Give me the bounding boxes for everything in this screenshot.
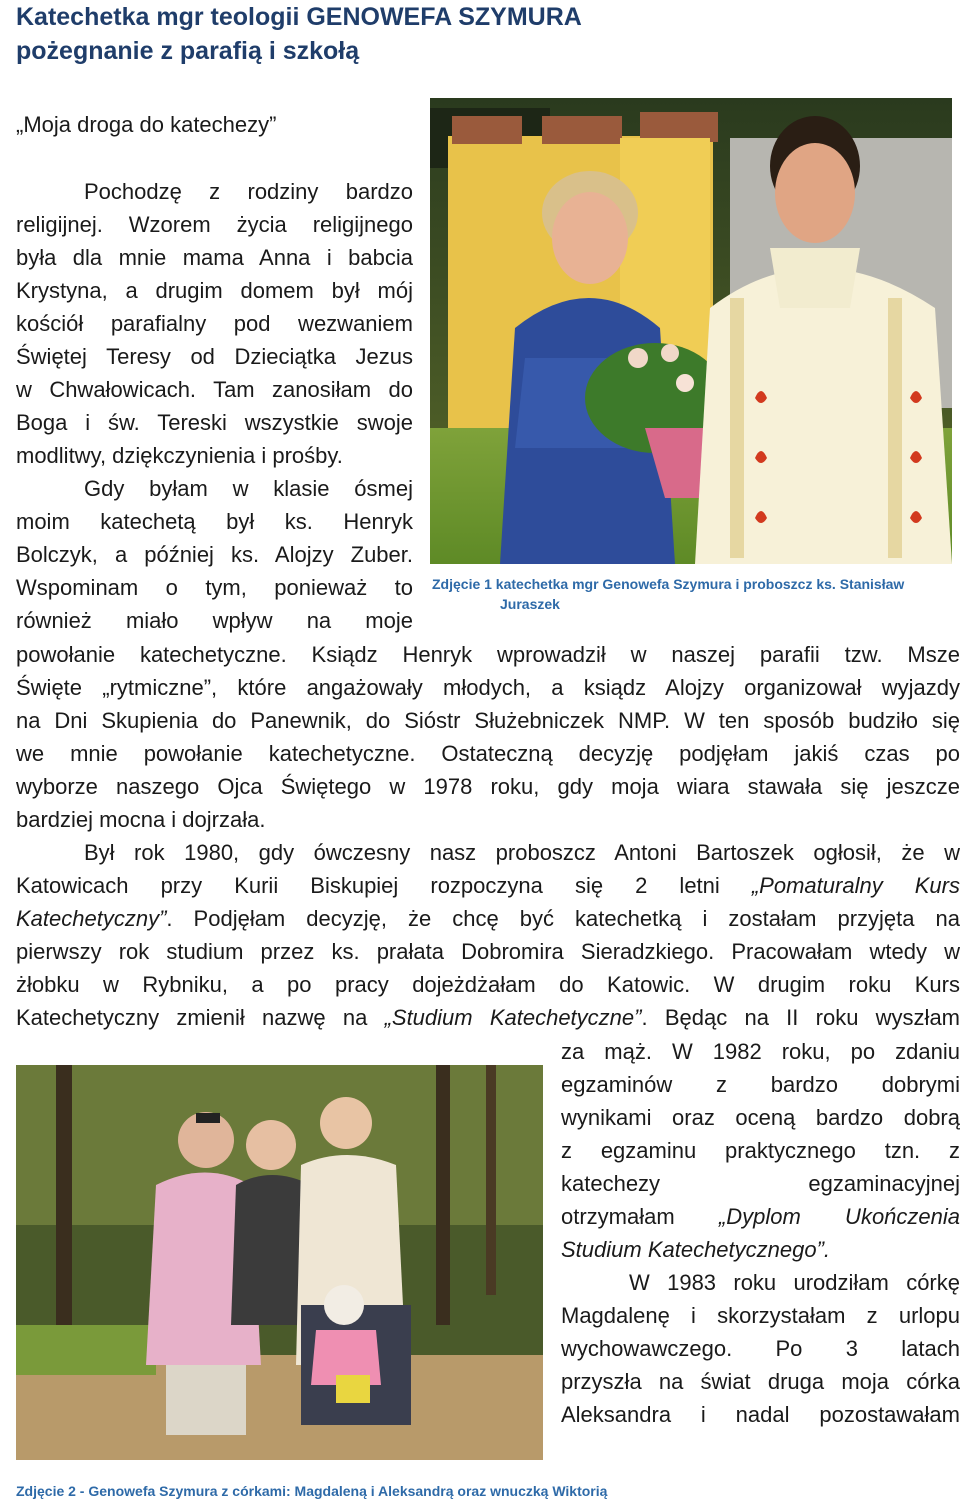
photo-family [16, 1065, 543, 1460]
photo-2-caption-text: Zdjęcie 2 - Genowefa Szymura z córkami: Magdaleną i Aleksandrą oraz wnuczką Wiktorią [16, 1483, 608, 1499]
column-line: przyszła na świat druga moja córka [561, 1369, 960, 1394]
continued-column [561, 1035, 960, 1431]
intro-line: Krystyna, a drugim domem był mój [16, 278, 413, 303]
body-full-width [16, 638, 960, 1034]
photo-1-caption-line-2: Juraszek [500, 596, 560, 612]
photo-2-caption [16, 1481, 946, 1501]
intro-line: Wspominam o tym, ponieważ to [16, 575, 413, 600]
intro-line: w Chwałowicach. Tam zanosiłam do [16, 377, 413, 402]
intro-line: również miało wpływ na moje [16, 608, 413, 633]
column-line: Studium Katechetycznego”. [561, 1237, 831, 1262]
body-line: we mnie powołanie katechetyczne. Ostateczną decyzję podjęłam jakiś czas po [16, 741, 960, 766]
body-line: Katechetyczny zmienił nazwę na „Studium Katechetyczne”. Będąc na II roku wyszłam [16, 1005, 960, 1030]
intro-line: modlitwy, dziękczynienia i prośby. [16, 443, 343, 468]
photo-1-illustration [430, 98, 952, 564]
intro-line: kościół parafialny pod wezwaniem [16, 311, 413, 336]
article-title [16, 0, 582, 68]
title-line-1: Katechetka mgr teologii GENOWEFA SZYMURA [16, 3, 582, 31]
column-line: z egzaminu praktycznego tzn. z [561, 1138, 960, 1163]
body-line: wyborze naszego Ojca Świętego w 1978 roku, gdy moja wiara stawała się jeszcze [16, 774, 960, 799]
column-line: W 1983 roku urodziłam córkę [629, 1270, 960, 1295]
column-line: wychowawczego. Po 3 latach [561, 1336, 960, 1361]
body-line: Był rok 1980, gdy ówczesny nasz proboszcz Antoni Bartoszek ogłosił, że w [84, 840, 960, 865]
photo-2-illustration [16, 1065, 543, 1460]
body-line: na Dni Skupienia do Panewnik, do Sióstr Służebniczek NMP. W ten sposób budziło się [16, 708, 960, 733]
body-line: Katowicach przy Kurii Biskupiej rozpoczyna się 2 letni „Pomaturalny Kurs [16, 873, 960, 898]
intro-line: była dla mnie mama Anna i babcia [16, 245, 413, 270]
body-line: Święte „rytmiczne”, które angażowały młodych, a ksiądz Alojzy organizował wyjazdy [16, 675, 960, 700]
intro-line: Boga i św. Tereski wszystkie swoje [16, 410, 413, 435]
column-line: otrzymałam „Dyplom Ukończenia [561, 1204, 960, 1229]
column-line: egzaminów z bardzo dobrymi [561, 1072, 960, 1097]
intro-line: moim katechetą był ks. Henryk [16, 509, 413, 534]
photo-katechetka-and-priest [430, 98, 952, 564]
intro-line: Pochodzę z rodziny bardzo [84, 179, 413, 204]
photo-1-caption-line-1: Zdjęcie 1 katechetka mgr Genowefa Szymura i proboszcz ks. Stanisław [432, 576, 905, 592]
intro-line: Świętej Teresy od Dzieciątka Jezus [16, 344, 413, 369]
column-line: wynikami oraz oceną bardzo dobrą [561, 1105, 960, 1130]
intro-line: Gdy byłam w klasie ósmej [84, 476, 413, 501]
body-line: bardziej mocna i dojrzała. [16, 807, 266, 832]
intro-column [16, 175, 413, 637]
column-line: katechezy egzaminacyjnej [561, 1171, 960, 1196]
body-line: powołanie katechetyczne. Ksiądz Henryk wprowadził w naszej parafii tzw. Msze [16, 642, 960, 667]
title-line-2: pożegnanie z parafią i szkołą [16, 37, 360, 65]
column-line: Magdalenę i skorzystałam z urlopu [561, 1303, 960, 1328]
section-subtitle: „Moja droga do katechezy” [16, 112, 277, 137]
body-line: żłobku w Rybniku, a po pracy dojeżdżałam do Katowic. W drugim roku Kurs [16, 972, 960, 997]
body-line: pierwszy rok studium przez ks. prałata Dobromira Sieradzkiego. Pracowałam wtedy w [16, 939, 960, 964]
intro-line: Bolczyk, a później ks. Alojzy Zuber. [16, 542, 413, 567]
photo-1-caption [430, 574, 952, 614]
column-line: Aleksandra i nadal pozostawałam [561, 1402, 960, 1427]
body-line: Katechetyczny”. Podjęłam decyzję, że chcę być katechetką i zostałam przyjęta na [16, 906, 960, 931]
column-line: za mąż. W 1982 roku, po zdaniu [561, 1039, 960, 1064]
intro-line: religijnej. Wzorem życia religijnego [16, 212, 413, 237]
